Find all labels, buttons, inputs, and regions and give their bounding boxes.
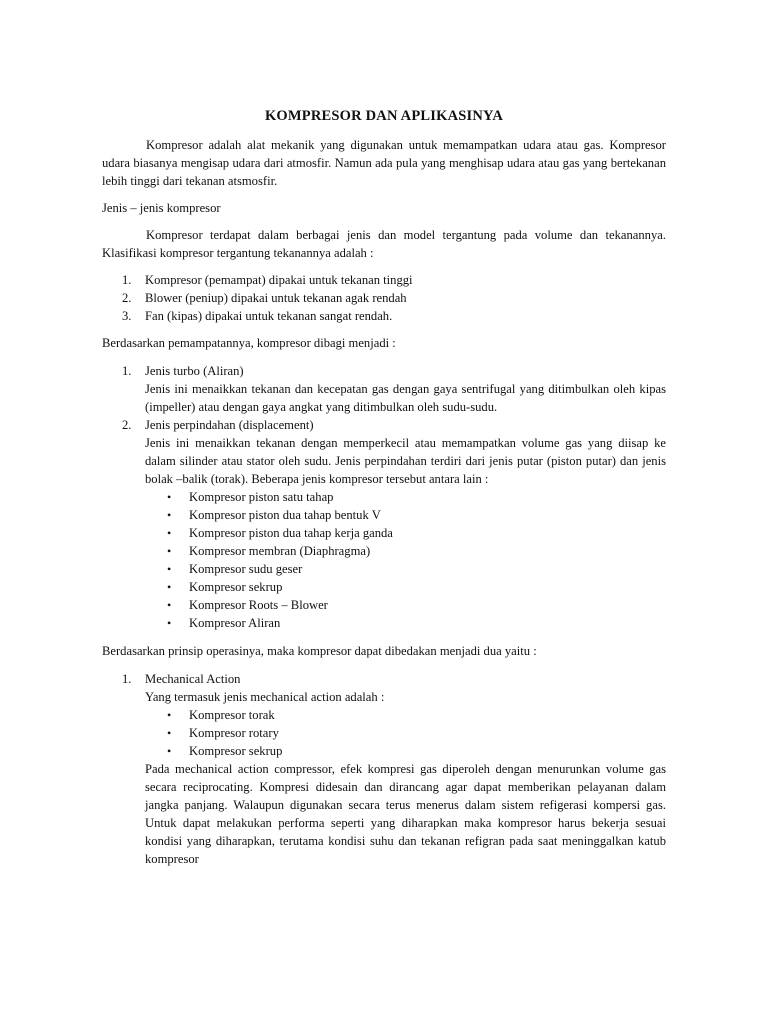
bullet-item: • Kompresor piston dua tahap kerja ganda [145,524,666,542]
mechanical-action-list [145,706,666,760]
list-number: 2. [122,291,132,305]
page-title: KOMPRESOR DAN APLIKASINYA [264,108,504,124]
bullet-item: • Kompresor rotary [145,724,666,742]
list-description: Jenis ini menaikkan tekanan dan kecepatan gas dengan gaya sentrifugal yang ditimbulkan oleh kipas (impeller) atau dengan gaya angkat yang ditimbulkan oleh sudu-sudu. [145,382,666,414]
list-item [102,670,666,868]
list-item [102,271,666,289]
list-subheading: Yang termasuk jenis mechanical action adalah : [145,690,385,704]
document-body [102,106,666,868]
klasifikasi-paragraph: Kompresor terdapat dalam berbagai jenis dan model tergantung pada volume dan tekanannya. Klasifikasi kompresor tergantung tekanannya adalah : [102,228,666,260]
bullet-item: • Kompresor sekrup [145,742,666,760]
bullet-item: • Kompresor sudu geser [145,560,666,578]
list-text: Fan (kipas) dipakai untuk tekanan sangat rendah. [145,309,393,323]
klasifikasi-list [102,271,666,325]
kompresor-types-list [145,488,666,632]
list-heading: Mechanical Action [145,672,241,686]
intro-paragraph: Kompresor adalah alat mekanik yang digunakan untuk memampatkan udara atau gas. Kompresor udara biasanya mengisap udara dari atmosfir. Namun ada pula yang menghisap udara atau gas yang bertekanan lebih tinggi dari tekanan atsmosfir. [102,138,666,188]
list-text: Kompresor (pemampat) dipakai untuk tekanan tinggi [145,273,413,287]
list-number: 3. [122,309,132,323]
list-description: Jenis ini menaikkan tekanan dengan memperkecil atau memampatkan volume gas yang diisap ke dalam silinder atau stator oleh sudu. Jenis perpindahan terdiri dari jenis putar (piston putar) dan jenis bolak –balik (torak). Beberapa jenis kompresor tersebut antara lain : [145,436,666,486]
bullet-item: • Kompresor piston satu tahap [145,488,666,506]
pemampatan-list [102,362,666,632]
list-number: 2. [122,418,132,432]
list-heading: Jenis perpindahan (displacement) [145,418,314,432]
list-number: 1. [122,672,132,686]
bullet-item: • Kompresor piston dua tahap bentuk V [145,506,666,524]
list-text: Blower (peniup) dipakai untuk tekanan agak rendah [145,291,407,305]
list-number: 1. [122,273,132,287]
operasi-list [102,670,666,868]
bullet-item: • Kompresor Roots – Blower [145,596,666,614]
section-heading-jenis: Jenis – jenis kompresor [102,201,221,215]
operasi-intro: Berdasarkan prinsip operasinya, maka kompresor dapat dibedakan menjadi dua yaitu : [102,644,537,658]
list-heading: Jenis turbo (Aliran) [145,364,244,378]
bullet-item: • Kompresor torak [145,706,666,724]
bullet-item: • Kompresor Aliran [145,614,666,632]
list-description: Pada mechanical action compressor, efek kompresi gas diperoleh dengan menurunkan volume gas secara reciprocating. Kompresi didesain dan dirancang agar dapat memberikan pelayanan dalam jangka panjang. Walaupun digunakan secara terus menerus dalam sistem refigerasi kompersi gas. Untuk dapat melakukan performa seperti yang diharapkan maka kompresor harus bekerja sesuai kondisi yang diharapkan, terutama kondisi suhu dan tekanan refigran pada saat meninggalkan katub kompresor [145,762,666,866]
list-item [102,289,666,307]
pemampatan-intro: Berdasarkan pemampatannya, kompresor dibagi menjadi : [102,336,396,350]
bullet-item: • Kompresor membran (Diaphragma) [145,542,666,560]
list-item [102,307,666,325]
list-item [102,416,666,632]
list-number: 1. [122,364,132,378]
list-item [102,362,666,416]
bullet-item: • Kompresor sekrup [145,578,666,596]
